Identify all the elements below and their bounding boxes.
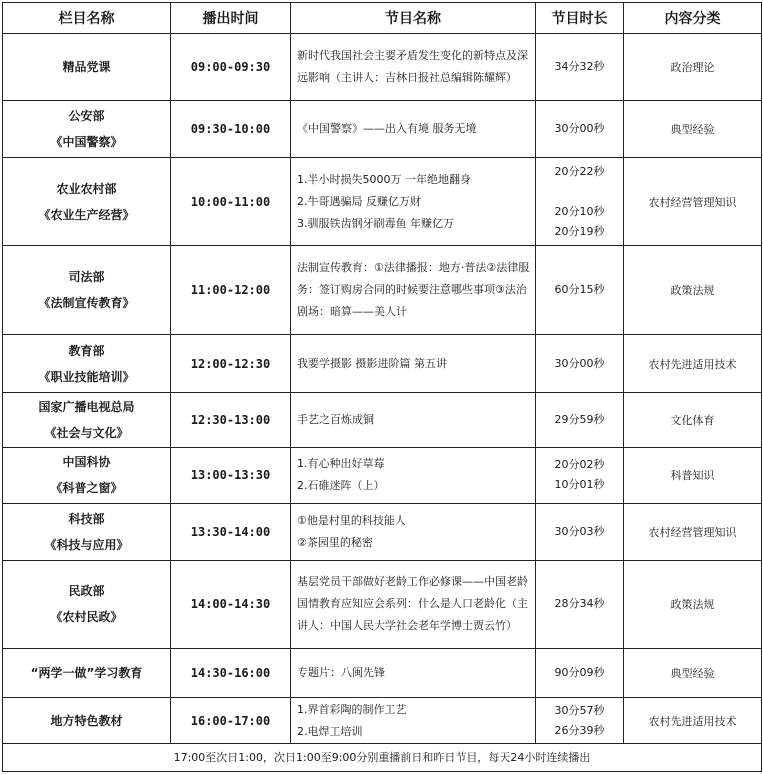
duration: 60分15秒	[554, 283, 605, 297]
duration-cell	[536, 393, 624, 447]
program-item: 2.电焊工培训	[297, 724, 363, 738]
table-row	[3, 157, 762, 246]
duration-cell	[536, 101, 624, 157]
column-name-cell	[3, 34, 171, 101]
air-time: 16:00-17:00	[171, 698, 291, 743]
column-title: 《中国警察》	[50, 135, 123, 150]
category: 政策法规	[624, 246, 762, 335]
table-row	[3, 34, 762, 101]
column-title: 《农村民政》	[50, 610, 123, 625]
program-item: 3.驯服铁齿钢牙刷毒鱼 年赚亿万	[297, 216, 454, 230]
category: 农村先进适用技术	[624, 335, 762, 393]
column-title: 《科普之窗》	[50, 481, 123, 496]
table-row	[3, 560, 762, 649]
column-name: 精品党课	[62, 60, 111, 75]
program-item: 2.牛哥遇骗局 反赚亿万财	[297, 194, 421, 208]
table-row	[3, 393, 762, 447]
air-time: 09:30-10:00	[171, 101, 291, 157]
duration-cell	[536, 34, 624, 101]
table-row	[3, 246, 762, 335]
air-time: 09:00-09:30	[171, 34, 291, 101]
duration-cell	[536, 335, 624, 393]
column-name-cell	[3, 246, 171, 335]
column-title: 《法制宣传教育》	[38, 296, 135, 311]
department: 农业农村部	[56, 181, 117, 196]
program-item: ①他是村里的科技能人	[297, 513, 406, 527]
department: 国家广播电视总局	[38, 400, 135, 415]
department: 教育部	[68, 343, 105, 358]
schedule-table	[2, 2, 762, 772]
program-item: 2.石碓迷阵（上）	[297, 479, 385, 493]
column-name-cell	[3, 335, 171, 393]
column-name: 地方特色教材	[50, 713, 123, 728]
program-name-cell	[291, 157, 536, 246]
footer-row	[3, 743, 762, 771]
duration-cell	[536, 649, 624, 698]
column-name-cell	[3, 504, 171, 560]
duration: 20分10秒	[554, 204, 605, 218]
duration-cell	[536, 504, 624, 560]
column-name-cell	[3, 649, 171, 698]
program-name-cell	[291, 447, 536, 503]
column-title: 《农业生产经营》	[38, 207, 135, 222]
department: 公安部	[68, 109, 105, 124]
category: 政策法规	[624, 560, 762, 649]
column-name-cell	[3, 698, 171, 743]
department: 中国科协	[62, 455, 111, 470]
department: 司法部	[68, 270, 105, 285]
duration: 20分22秒	[554, 164, 605, 178]
program-name-cell	[291, 698, 536, 743]
header-row	[3, 3, 762, 34]
duration: 29分59秒	[554, 413, 605, 427]
header-program-name: 节目名称	[291, 3, 536, 34]
program-name: 我要学摄影 摄影进阶篇 第五讲	[291, 335, 536, 393]
program-name: 专题片：八闽先锋	[291, 649, 536, 698]
category: 科普知识	[624, 447, 762, 503]
air-time: 12:00-12:30	[171, 335, 291, 393]
column-name-cell	[3, 393, 171, 447]
duration: 20分02秒	[554, 458, 605, 472]
category: 政治理论	[624, 34, 762, 101]
column-title: 《科技与应用》	[44, 537, 129, 552]
table-row	[3, 335, 762, 393]
air-time: 12:30-13:00	[171, 393, 291, 447]
program-item: 1.有心种出好草莓	[297, 457, 385, 471]
table-row	[3, 649, 762, 698]
column-title: 《职业技能培训》	[38, 369, 135, 384]
header-air-time: 播出时间	[171, 3, 291, 34]
program-name: 基层党员干部做好老龄工作必修课——中国老龄国情教育应知应会系列：什么是人口老龄化（主讲人：中国人民大学社会老年学博士贾云竹）	[291, 560, 536, 649]
category: 典型经验	[624, 649, 762, 698]
air-time: 13:30-14:00	[171, 504, 291, 560]
column-name: “两学一做”学习教育	[30, 666, 143, 681]
column-name-cell	[3, 560, 171, 649]
duration-cell	[536, 560, 624, 649]
column-title: 《社会与文化》	[44, 426, 129, 441]
department: 科技部	[68, 511, 105, 526]
category: 农村经营管理知识	[624, 157, 762, 246]
duration-cell	[536, 246, 624, 335]
duration: 20分19秒	[554, 224, 605, 238]
table-row	[3, 698, 762, 743]
department: 民政部	[68, 584, 105, 599]
duration: 28分34秒	[554, 597, 605, 611]
table-row	[3, 504, 762, 560]
duration: 30分03秒	[554, 524, 605, 538]
duration: 26分39秒	[554, 723, 605, 737]
air-time: 13:00-13:30	[171, 447, 291, 503]
table-row	[3, 101, 762, 157]
air-time: 14:30-16:00	[171, 649, 291, 698]
program-item: ②茶园里的秘密	[297, 535, 373, 549]
duration: 30分57秒	[554, 703, 605, 717]
program-name: 手艺之百炼成铜	[291, 393, 536, 447]
duration: 30分00秒	[554, 356, 605, 370]
duration: 10分01秒	[554, 478, 605, 492]
footer-note: 17:00至次日1:00，次日1:00至9:00分别重播前日和昨日节目，每天24小时连续播出	[3, 743, 762, 771]
program-name: 新时代我国社会主要矛盾发生变化的新特点及深远影响（主讲人：吉林日报社总编辑陈耀辉）	[291, 34, 536, 101]
category: 农村先进适用技术	[624, 698, 762, 743]
duration-cell	[536, 157, 624, 246]
program-name: 《中国警察》——出入有境 服务无境	[291, 101, 536, 157]
column-name-cell	[3, 157, 171, 246]
program-name: 法制宣传教育：①法律播报：地方·普法②法律服务：签订购房合同的时候要注意哪些事项③法治剧场：暗算——美人计	[291, 246, 536, 335]
duration-cell	[536, 698, 624, 743]
duration: 34分32秒	[554, 60, 605, 74]
air-time: 14:00-14:30	[171, 560, 291, 649]
air-time: 11:00-12:00	[171, 246, 291, 335]
duration-cell	[536, 447, 624, 503]
program-item: 1.界首彩陶的制作工艺	[297, 702, 407, 716]
column-name-cell	[3, 447, 171, 503]
program-item: 1.半小时损失5000万 一年绝地翻身	[297, 172, 471, 186]
category: 典型经验	[624, 101, 762, 157]
duration: 30分00秒	[554, 122, 605, 136]
header-duration: 节目时长	[536, 3, 624, 34]
header-column-name: 栏目名称	[3, 3, 171, 34]
air-time: 10:00-11:00	[171, 157, 291, 246]
header-category: 内容分类	[624, 3, 762, 34]
program-name-cell	[291, 504, 536, 560]
duration: 90分09秒	[554, 666, 605, 680]
column-name-cell	[3, 101, 171, 157]
category: 文化体育	[624, 393, 762, 447]
category: 农村经营管理知识	[624, 504, 762, 560]
table-row	[3, 447, 762, 503]
